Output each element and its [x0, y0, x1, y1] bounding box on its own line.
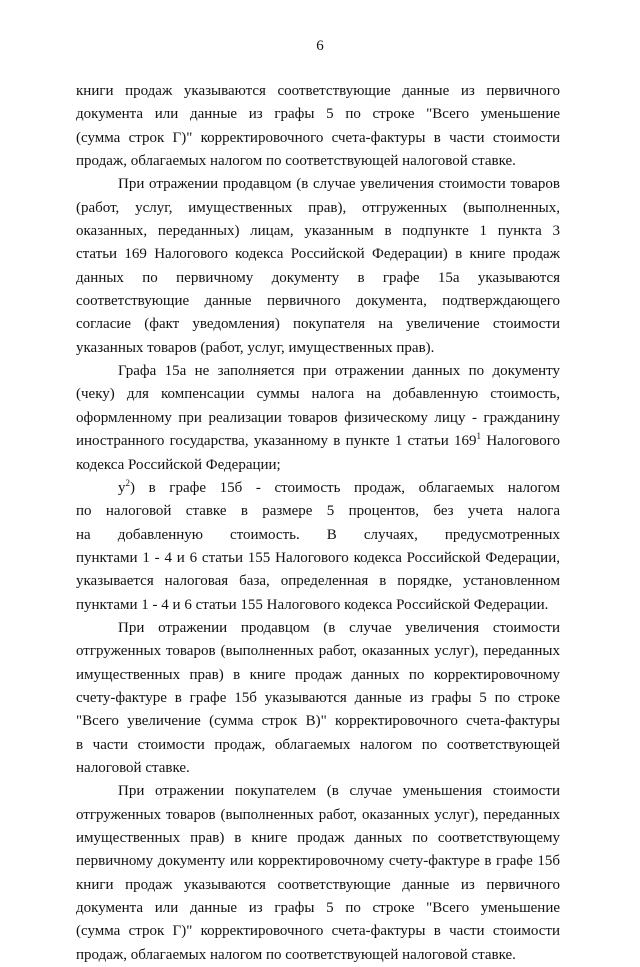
text-line: по налоговой ставке в размере 5 процентов, без учета налога [76, 503, 560, 520]
text-fragment: у [118, 479, 126, 496]
text-line: счету-фактуре в графе 15б указываются данные из графы 5 по строке [76, 689, 560, 706]
text-line: книги продаж указываются соответствующие данные из первичного [76, 83, 560, 99]
text-line: кодекса Российской Федерации; [76, 456, 281, 473]
text-line: (работ, услуг, имущественных прав), отгруженных (выполненных, [76, 199, 560, 216]
text-line: Графа 15а не заполняется при отражении данных по документу [118, 363, 560, 380]
text-line: продаж, облагаемых налогом по соответствующей налоговой ставке. [76, 153, 516, 170]
text-line: При отражении продавцом (в случае увеличения стоимости товаров [118, 176, 560, 193]
text-line: соответствующие данные первичного документа, подтверждающего [76, 293, 560, 310]
text-line: (чеку) для компенсации суммы налога на добавленную стоимость, [76, 386, 560, 403]
text-line: данных по первичному документу в графе 15а указываются [76, 269, 560, 286]
paragraph [76, 477, 560, 617]
text-line-with-superscript [76, 477, 560, 500]
text-line: пунктами 1 - 4 и 6 статьи 155 Налогового кодекса Российской Федерации. [76, 596, 549, 613]
text-line: статьи 169 Налогового кодекса Российской Федерации) в книге продаж [76, 246, 560, 263]
superscript-marker: 1 [476, 431, 482, 442]
text-line: на добавленную стоимость. В случаях, предусмотренных [76, 526, 560, 543]
text-fragment: иностранного государства, указанному в пункте 1 статьи 169 [76, 433, 477, 450]
text-fragment: Налогового [481, 433, 560, 450]
text-line: первичному документу или корректировочному счету-фактуре в графе 15б [76, 853, 560, 870]
text-line: указывается налоговая база, определенная в порядке, установленном [76, 573, 560, 590]
text-line: При отражении покупателем (в случае уменьшения стоимости [118, 783, 560, 800]
text-fragment: ) в графе 15б - стоимость продаж, облагаемых налогом [130, 479, 560, 496]
paragraph [76, 617, 560, 780]
paragraph [76, 80, 560, 173]
text-line-with-superscript [76, 430, 560, 453]
text-line: отгруженных товаров (выполненных работ, оказанных услуг), переданных [76, 643, 560, 660]
page-number: 6 [316, 38, 324, 54]
superscript-marker: 2 [125, 477, 130, 488]
text-line: (сумма строк Г)" корректировочного счета-фактуры в части стоимости [76, 923, 560, 940]
text-line: документа или данные из графы 5 по строке "Всего уменьшение [76, 106, 560, 123]
text-line: оформленному при реализации товаров физическому лицу - гражданину [76, 409, 560, 426]
text-line: в части стоимости продаж, облагаемых налогом по соответствующей [76, 736, 560, 753]
text-line: пунктами 1 - 4 и 6 статьи 155 Налогового кодекса Российской Федерации, [76, 549, 560, 566]
text-line: налоговой ставке. [76, 759, 190, 776]
paragraph [76, 173, 560, 360]
text-line: книги продаж указываются соответствующие данные из первичного [76, 876, 560, 893]
text-line: При отражении продавцом (в случае увеличения стоимости [118, 619, 560, 636]
text-line: согласие (факт уведомления) покупателя на увеличение стоимости [76, 316, 560, 333]
text-line: оказанных, переданных) лицам, указанным в подпункте 1 пункта 3 [76, 223, 560, 240]
text-line: продаж, облагаемых налогом по соответствующей налоговой ставке. [76, 946, 516, 963]
text-line: (сумма строк Г)" корректировочного счета-фактуры в части стоимости [76, 129, 560, 146]
text-line: имущественных прав) в книге продаж данных по корректировочному [76, 666, 560, 683]
text-line: указанных товаров (работ, услуг, имущественных прав). [76, 339, 435, 356]
text-line: имущественных прав) в книге продаж данных по соответствующему [76, 830, 560, 846]
text-line: "Всего увеличение (сумма строк В)" корректировочного счета-фактуры [76, 713, 560, 730]
paragraph [76, 780, 560, 967]
text-line: отгруженных товаров (выполненных работ, оказанных услуг), переданных [76, 806, 560, 823]
text-line: документа или данные из графы 5 по строке "Всего уменьшение [76, 900, 560, 917]
paragraph [76, 360, 560, 477]
document-body [76, 80, 560, 967]
